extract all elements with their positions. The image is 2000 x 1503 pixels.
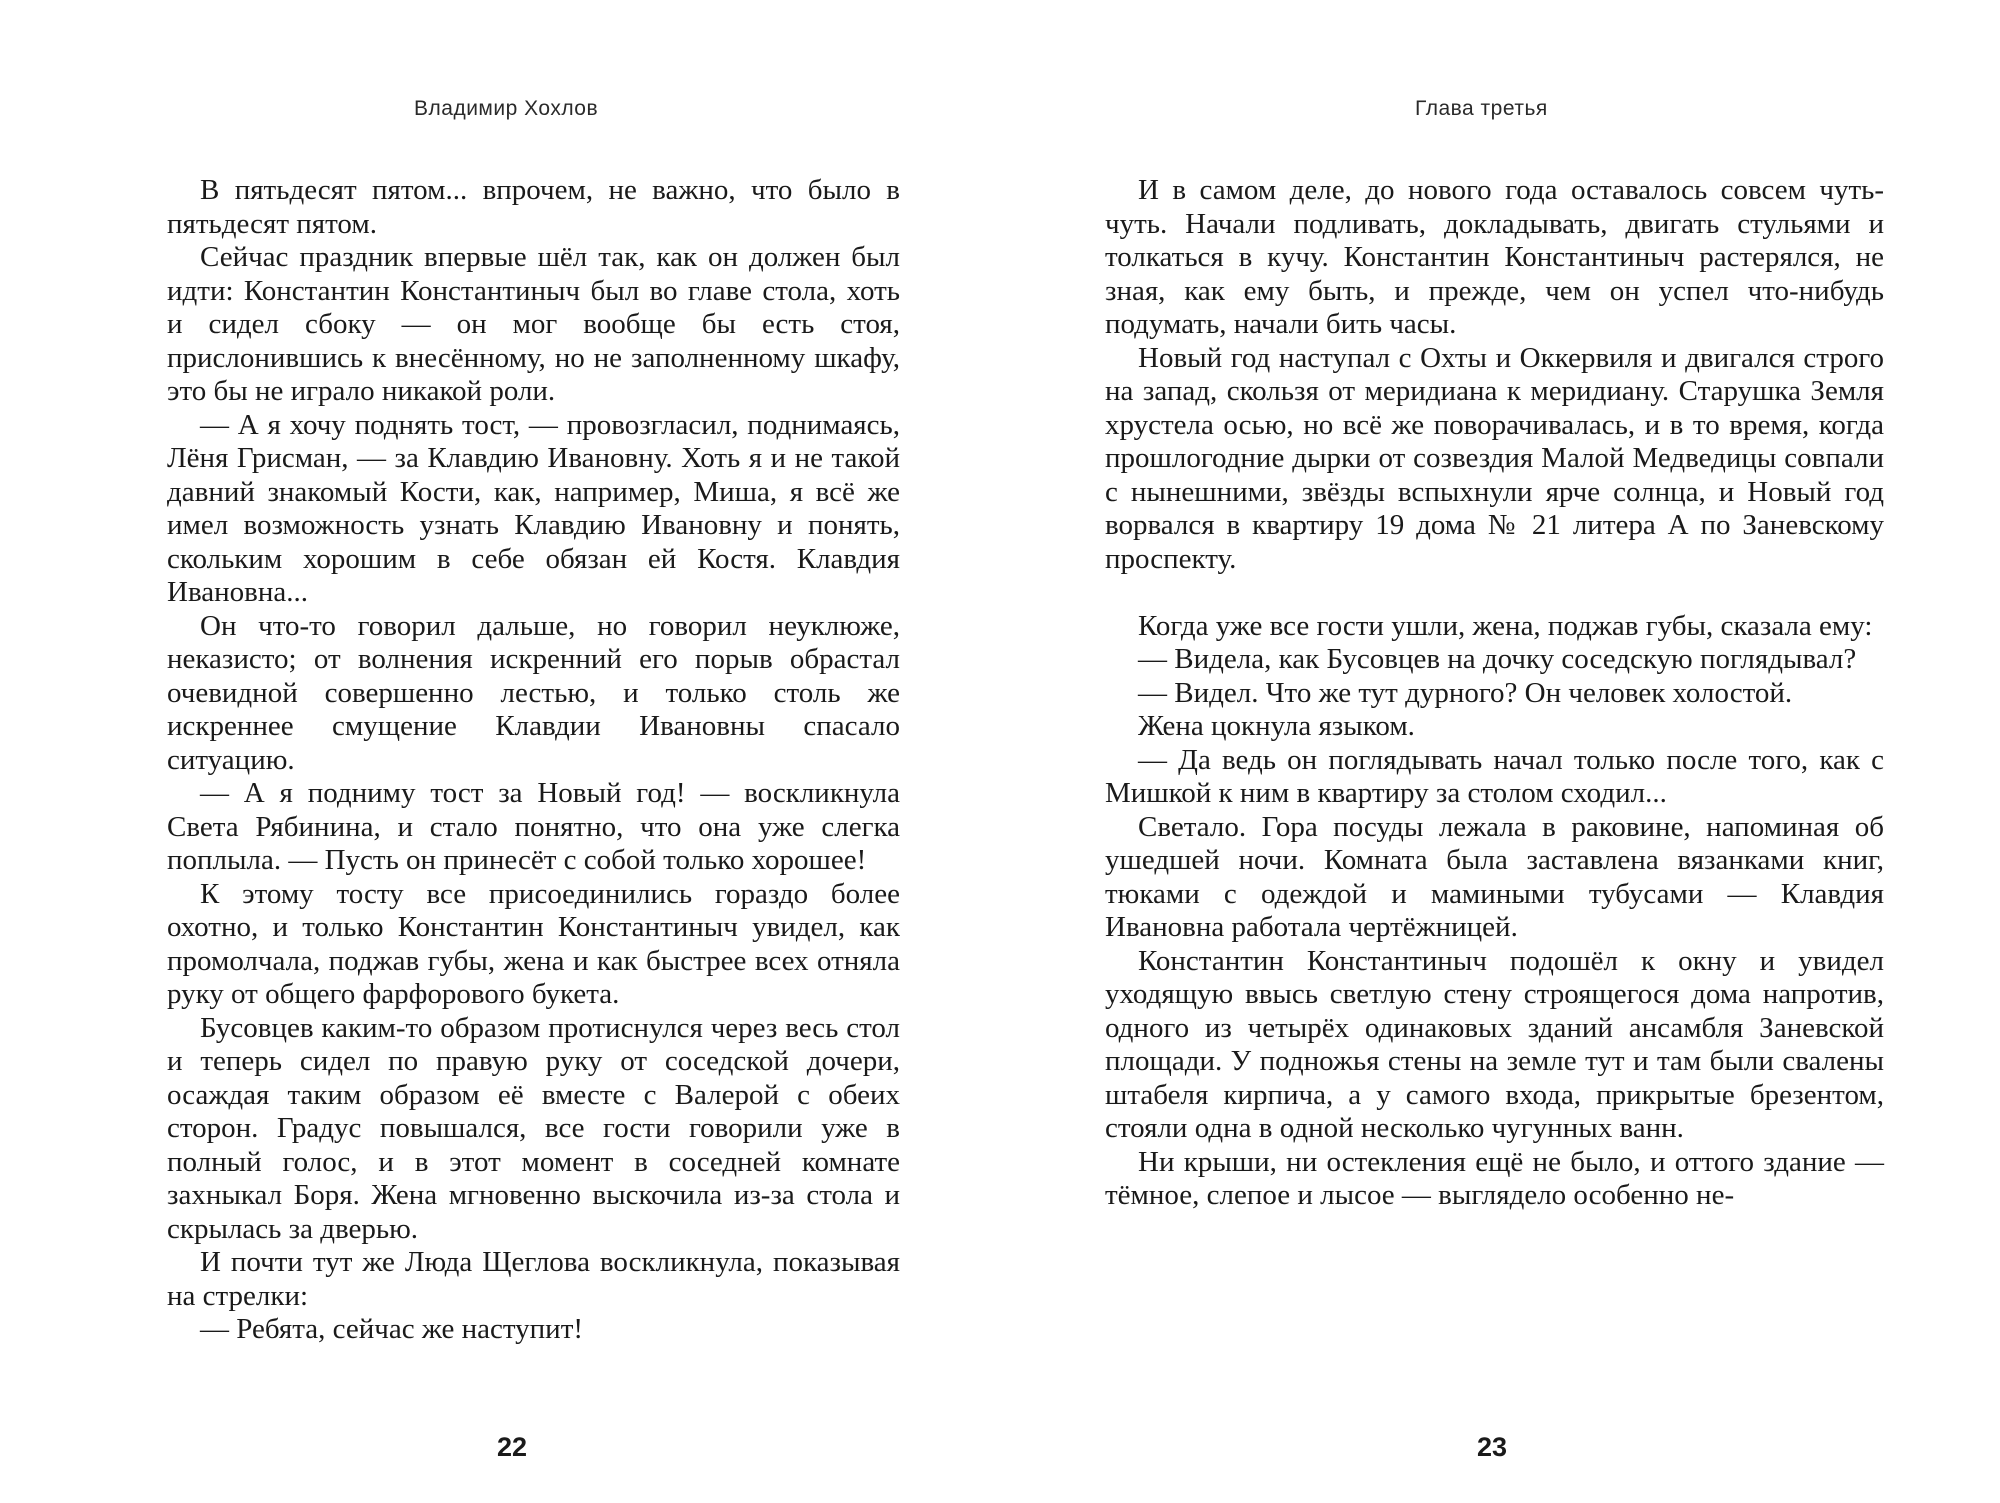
paragraph: К этому тосту все присоединились гораздо более охотно, и только Константин Константиныч увидел, как промолчала, поджав губы, жена и как быстрее всех отняла руку от общего фарфорового букета. — [167, 877, 900, 1010]
right-page — [1000, 0, 2000, 1503]
paragraph: — Да ведь он поглядывать начал только после того, как с Мишкой к ним в квартиру за столом сходил... — [1105, 743, 1884, 809]
paragraph: Новый год наступал с Охты и Оккервиля и двигался строго на запад, скользя от меридиана к меридиану. Старушка Земля хрустела осью, но всё же поворачивалась, и в то время, когда прошлогодние дырки от созвездия Малой Медведицы совпали с нынешними, звёзды вспыхнули ярче солнца, и Новый год ворвался в квартиру 19 дома № 21 литера А по Заневскому проспекту. — [1105, 341, 1884, 575]
paragraph: Светало. Гора посуды лежала в раковине, напоминая об ушедшей ночи. Комната была заставлена вязанками книг, тюками с одеждой и мамиными тубусами — Клавдия Ивановна работала чертёжницей. — [1105, 810, 1884, 943]
paragraph: В пятьдесят пятом... впрочем, не важно, что было в пятьдесят пятом. — [167, 174, 900, 240]
paragraph: — А я подниму тост за Новый год! — воскликнула Света Рябинина, и стало понятно, что она уже слегка поплыла. — Пусть он принесёт с собой только хорошее! — [167, 777, 900, 876]
right-running-head: Глава третья — [1415, 97, 1548, 120]
paragraph: Константин Константиныч подошёл к окну и увидел уходящую ввысь светлую стену строящегося дома напротив, одного из четырёх одинаковых зданий ансамбля Заневской площади. У подножья стены на земле тут и там были свалены штабеля кирпича, а у самого входа, прикрытые брезентом, стояли одна в одной несколько чугунных ванн. — [1105, 944, 1884, 1144]
paragraph: Он что-то говорил дальше, но говорил неуклюже, неказисто; от волнения искренний его порыв обрастал очевидной совершенно лестью, и только столь же искреннее смущение Клавдии Ивановны спасало ситуацию. — [167, 609, 900, 776]
paragraph: И почти тут же Люда Щеглова воскликнула, показывая на стрелки: — [167, 1246, 900, 1312]
paragraph: Бусовцев каким-то образом протиснулся через весь стол и теперь сидел по правую руку от соседской дочери, осаждая таким образом её вместе с Валерой с обеих сторон. Градус повышался, все гости говорили уже в полный голос, и в этот момент в соседней комнате захныкал Боря. Жена мгновенно выскочила из-за стола и скрылась за дверью. — [167, 1011, 900, 1245]
paragraph: — Видела, как Бусовцев на дочку соседскую поглядывал? — [1138, 643, 1857, 675]
paragraph: Ни крыши, ни остекления ещё не было, и оттого здание — тёмное, слепое и лысое — выглядело особенно не- — [1105, 1145, 1884, 1211]
right-page-number: 23 — [1477, 1432, 1508, 1462]
left-page-number: 22 — [497, 1432, 528, 1462]
paragraph: Жена цокнула языком. — [1138, 710, 1415, 742]
left-body-text — [167, 174, 900, 1347]
left-running-head: Владимир Хохлов — [414, 97, 599, 120]
right-body-text — [1105, 174, 1884, 1213]
paragraph: — Видел. Что же тут дурного? Он человек холостой. — [1138, 676, 1793, 709]
paragraph: — А я хочу поднять тост, — провозгласил, поднимаясь, Лёня Грисман, — за Клавдию Ивановну. Хоть я и не такой давний знакомый Кости, как, например, Миша, я всё же имел возможность узнать Клавдию Ивановну и понять, скольким хорошим в себе обязан ей Костя. Клавдия Ивановна... — [167, 408, 900, 608]
paragraph: Когда уже все гости ушли, жена, поджав губы, сказала ему: — [1138, 609, 1873, 642]
paragraph: Сейчас праздник впервые шёл так, как он должен был идти: Константин Константиныч был во главе стола, хоть и сидел сбоку — он мог вообще бы есть стоя, прислонившись к внесённому, но не заполненному шкафу, это бы не играло никакой роли. — [167, 241, 900, 407]
paragraph: И в самом деле, до нового года оставалось совсем чуть-чуть. Начали подливать, докладывать, двигать стульями и толкаться в кучу. Константин Константиныч растерялся, не зная, как ему быть, и прежде, чем он успел что-нибудь подумать, начали бить часы. — [1105, 174, 1884, 340]
paragraph: — Ребята, сейчас же наступит! — [200, 1313, 584, 1345]
